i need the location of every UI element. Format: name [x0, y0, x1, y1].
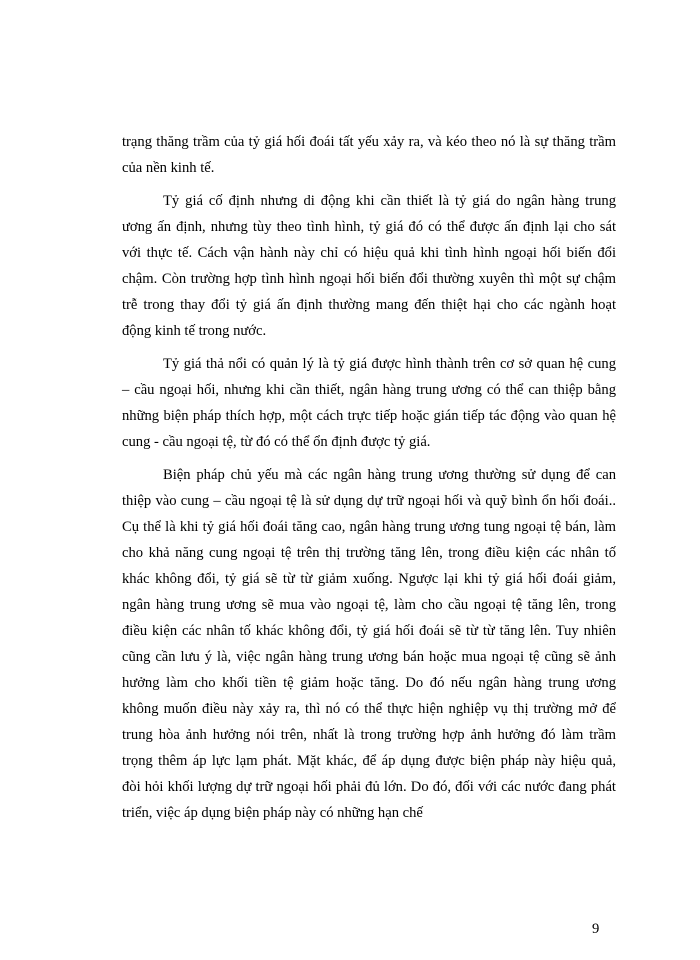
text-line: trễ trong thay đổi tỷ giá ấn định thường mang đến thiệt hại cho các ngành hoạt	[122, 297, 616, 313]
text-line: – cầu ngoại hối, nhưng khi cần thiết, ngân hàng trung ương có thể can thiệp bằng	[122, 382, 616, 398]
text-line: khác không đổi, tỷ giá sẽ từ từ giảm xuống. Ngược lại khi tỷ giá hối đoái giảm,	[122, 571, 616, 587]
text-line: không muốn điều này xảy ra, thì nó có thể thực hiện nghiệp vụ thị trường mở để	[122, 701, 616, 717]
text-line: với thực tế. Cách vận hành này chỉ có hiệu quả khi tình hình ngoại hối biến đổi	[122, 245, 616, 261]
text-line: cho khả năng cung ngoại tệ trên thị trường tăng lên, trong điều kiện các nhân tố	[122, 545, 616, 561]
text-line: Tỷ giá cố định nhưng di động khi cần thiết là tỷ giá do ngân hàng trung	[163, 193, 616, 209]
text-line: Cụ thể là khi tỷ giá hối đoái tăng cao, ngân hàng trung ương tung ngoại tệ bán, làm	[122, 519, 616, 535]
text-line: động kinh tế trong nước.	[122, 323, 267, 339]
text-line: cũng cần lưu ý là, việc ngân hàng trung ương bán hoặc mua ngoại tệ cũng sẽ ảnh	[122, 649, 616, 665]
text-line: ngân hàng trung ương sẽ mua vào ngoại tệ, làm cho cầu ngoại tệ tăng lên, trong	[122, 597, 616, 613]
text-line: điều kiện các nhân tố khác không đổi, tỷ giá hối đoái sẽ từ từ tăng lên. Tuy nhiên	[122, 623, 616, 639]
text-line: thiệp vào cung – cầu ngoại tệ là sử dụng dự trữ ngoại hối và quỹ bình ổn hối đoái..	[122, 493, 616, 509]
text-line: đòi hỏi khối lượng dự trữ ngoại hối phải đủ lớn. Do đó, đối với các nước đang phát	[122, 779, 616, 795]
text-line: trạng thăng trầm của tỷ giá hối đoái tất yếu xảy ra, và kéo theo nó là sự thăng trầm	[122, 134, 616, 150]
text-line: triển, việc áp dụng biện pháp này có những hạn chế	[122, 805, 423, 821]
text-line: chậm. Còn trường hợp tình hình ngoại hối biến đổi thường xuyên thì một sự chậm	[122, 271, 616, 287]
page-number: 9	[592, 921, 600, 937]
text-line: cung - cầu ngoại tệ, từ đó có thể ổn định được tỷ giá.	[122, 434, 431, 450]
text-line: Biện pháp chủ yếu mà các ngân hàng trung ương thường sử dụng để can	[163, 467, 616, 483]
text-line: của nền kinh tế.	[122, 160, 215, 176]
text-line: trung hòa ảnh hưởng nói trên, nhất là trong trường hợp ảnh hưởng đó làm trầm	[122, 727, 616, 743]
text-line: trọng thêm áp lực lạm phát. Mặt khác, để áp dụng được biện pháp này hiệu quả,	[122, 753, 616, 769]
text-line: Tỷ giá thả nổi có quản lý là tỷ giá được hình thành trên cơ sở quan hệ cung	[163, 356, 616, 372]
text-line: những biện pháp thích hợp, một cách trực tiếp hoặc gián tiếp tác động vào quan hệ	[122, 408, 616, 424]
text-line: ương ấn định, nhưng tùy theo tình hình, tỷ giá đó có thể được ấn định lại cho sát	[122, 219, 616, 235]
text-line: hưởng làm cho khối tiền tệ giảm hoặc tăng. Do đó nếu ngân hàng trung ương	[122, 675, 616, 691]
